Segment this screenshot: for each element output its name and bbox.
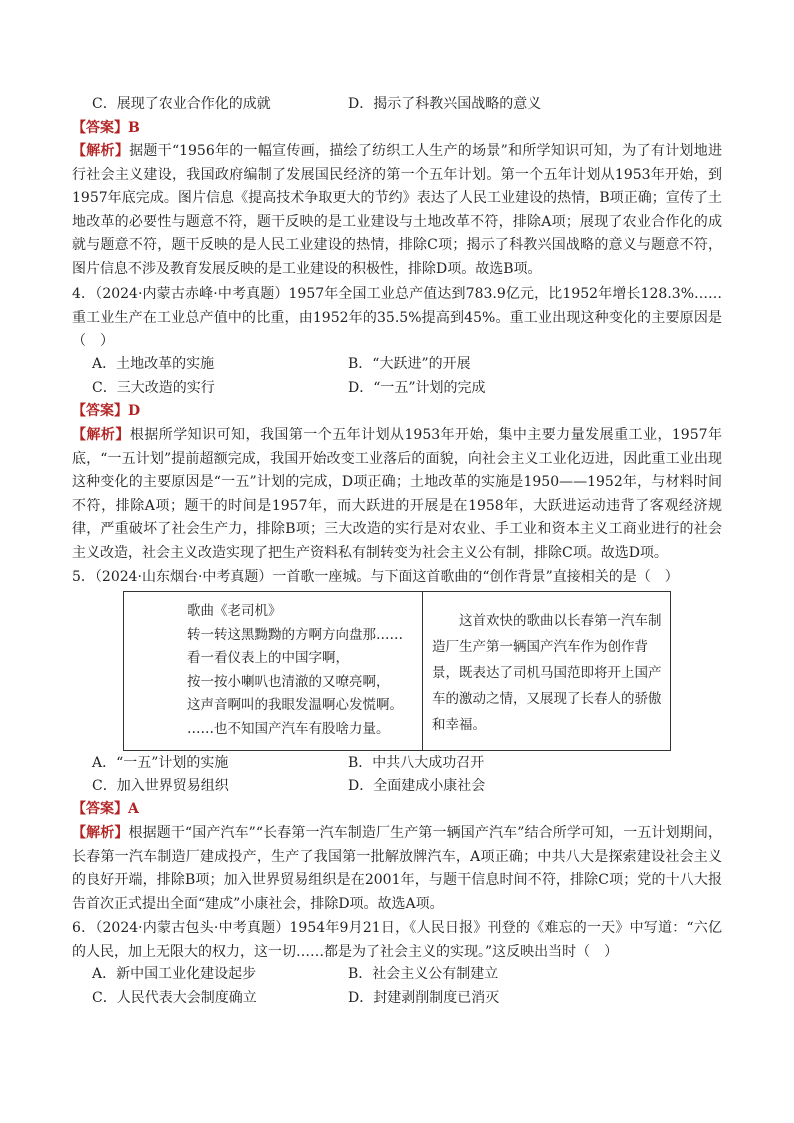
q5-option-b: B．中共八大成功召开 bbox=[348, 755, 485, 771]
lyric-line: 按一按小喇叭也清澈的又嘹亮啊， bbox=[187, 673, 390, 690]
q5-lyrics bbox=[187, 600, 417, 742]
q5-stem: 5．（2024·山东烟台·中考真题）一首歌一座城。与下面这首歌曲的“创作背景”直接相关的是（ ） bbox=[72, 569, 679, 585]
q5-description: 这首欢快的歌曲以长春第一汽车制造厂生产第一辆国产汽车作为创作背景，既表达了司机马国范即将开上国产车的激动之情，又展现了长春人的骄傲和幸福。 bbox=[432, 613, 662, 733]
q3-answer bbox=[72, 117, 140, 139]
q5-option-c: C．加入世界贸易组织 bbox=[92, 778, 229, 794]
q4-option-b: B．“大跃进”的开展 bbox=[348, 356, 471, 372]
q4-stem: 4．（2024·内蒙古赤峰·中考真题）1957年全国工业总产值达到783.9亿元，比1952年增长128.3%……重工业生产在工业总产值中的比重，由1952年的35.5%提高到45%。重工业出现这种变化的主要原因是（ ） bbox=[72, 286, 722, 350]
analysis-text: 根据所学知识可知，我国第一个五年计划从1953年开始，集中主要力量发展重工业，1957年底，“一五计划”提前超额完成，我国开始改变工业落后的面貌，向社会主义工业化迈进，因此重工业出现这种变化的主要原因是“一五”计划的完成，D项正确；土地改革的实施是1950——1952年，与材料时间不符，排除A项；题干的时间是1957年，而大跃进的开展是在1958年，大跃进运动违背了客观经济规律，严重破坏了社会生产力，排除B项；三大改造的实行是对农业、手工业和资本主义工商业进行的社会主义改造，社会主义改造实现了把生产资料私有制转变为社会主义公有制，排除C项。故选D项。 bbox=[72, 427, 722, 561]
q3-option-c: C．展现了农业合作化的成就 bbox=[92, 96, 271, 112]
q6-option-c: C．人民代表大会制度确立 bbox=[92, 990, 257, 1006]
answer-value: D bbox=[128, 403, 141, 419]
lyric-line: 看一看仪表上的中国字啊， bbox=[187, 650, 349, 667]
analysis-tag: 【解析】 bbox=[72, 825, 129, 841]
q4-analysis bbox=[72, 424, 722, 566]
answer-value: B bbox=[128, 120, 140, 136]
lyric-line: 歌曲《老司机》 bbox=[187, 603, 282, 619]
q5-option-d: D．全面建成小康社会 bbox=[348, 778, 486, 794]
lyric-line: 这声音啊叫的我眼发温啊心发慌啊。 bbox=[187, 697, 403, 714]
answer-tag: 【答案】 bbox=[72, 801, 128, 817]
q5-material-box bbox=[123, 591, 671, 751]
q5-option-a: A．“一五”计划的实施 bbox=[92, 755, 229, 771]
analysis-text: 据题干“1956年的一幅宣传画，描绘了纺织工人生产的场景”和所学知识可知，为了有计划地进行社会主义建设，我国政府编制了发展国民经济的第一个五年计划。第一个五年计划从1953年开始，到1957年底完成。图片信息《提高技术争取更大的节约》表达了人民工业建设的热情，B项正确；宣传了土地改革的必要性与题意不符，题干反映的是工业建设与土地改革不符，排除A项；展现了农业合作化的成就与题意不符，题干反映的是人民工业建设的热情，排除C项；揭示了科教兴国战略的意义与题意不符，图片信息不涉及教育发展反映的是工业建设的积极性，排除D项。故选B项。 bbox=[72, 143, 722, 277]
q4-answer bbox=[72, 400, 140, 422]
q3-option-d: D．揭示了科教兴国战略的意义 bbox=[348, 96, 542, 112]
q6-option-a: A．新中国工业化建设起步 bbox=[92, 966, 257, 982]
q4-option-d: D．“一五”计划的完成 bbox=[348, 380, 486, 396]
q6-option-d: D．封建剥削制度已消灭 bbox=[348, 990, 500, 1006]
q6-option-b: B．社会主义公有制建立 bbox=[348, 966, 499, 982]
q4-option-c: C．三大改造的实行 bbox=[92, 380, 215, 396]
analysis-tag: 【解析】 bbox=[72, 143, 130, 159]
lyric-line: ……也不知国产汽车有股啥力量。 bbox=[187, 720, 390, 737]
answer-tag: 【答案】 bbox=[72, 403, 128, 419]
analysis-tag: 【解析】 bbox=[72, 427, 130, 443]
answer-value: A bbox=[128, 801, 139, 817]
q5-analysis bbox=[72, 822, 722, 916]
q3-analysis bbox=[72, 140, 722, 282]
box-divider bbox=[422, 592, 423, 750]
answer-tag: 【答案】 bbox=[72, 120, 128, 136]
q5-answer bbox=[72, 798, 139, 820]
q4-option-a: A．土地改革的实施 bbox=[92, 356, 215, 372]
lyric-line: 转一转这黑黝黝的方啊方向盘那…… bbox=[187, 626, 403, 643]
q6-stem: 6．（2024·内蒙古包头·中考真题）1954年9月21日，《人民日报》刊登的《难忘的一天》中写道：“六亿的人民，加上无限大的权力，这一切……都是为了社会主义的实现。”这反映出当时（ ） bbox=[72, 920, 722, 960]
analysis-text: 根据题干“国产汽车”“长春第一汽车制造厂生产第一辆国产汽车”结合所学可知，一五计划期间，长春第一汽车制造厂建成投产，生产了我国第一批解放牌汽车，A项正确；中共八大是探索建设社会主义的良好开端，排除B项；加入世界贸易组织是在2001年，与题干信息时间不符，排除C项；党的十八大报告首次正式提出全面“建成”小康社会，排除D项。故选A项。 bbox=[72, 825, 722, 912]
